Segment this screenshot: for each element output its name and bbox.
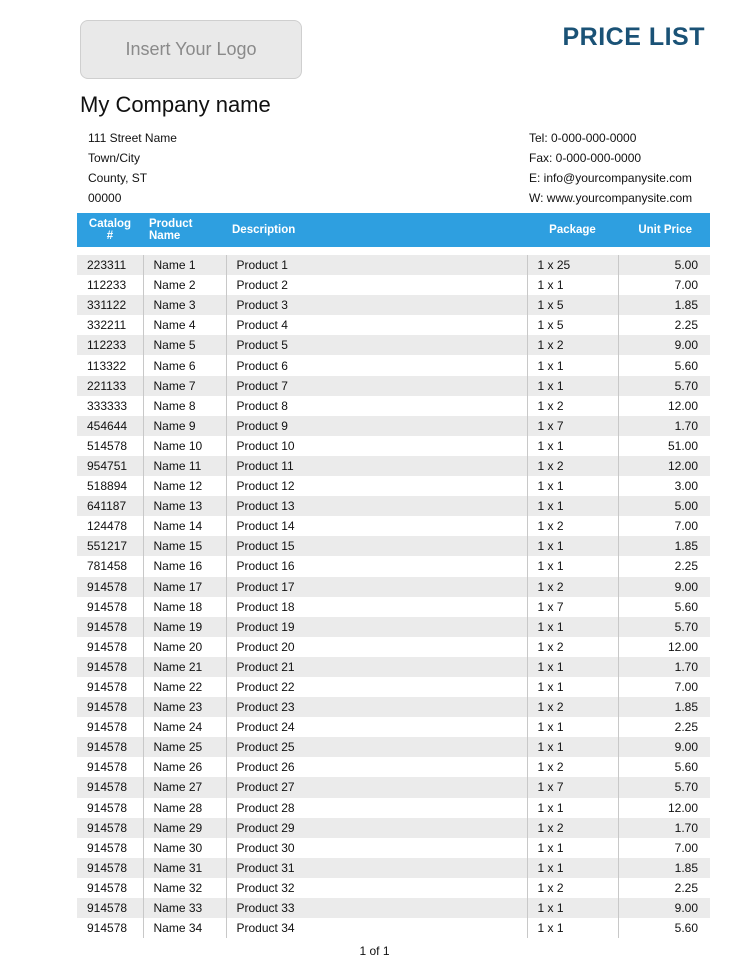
description-cell: Product 11 — [226, 456, 527, 476]
package-cell: 1 x 1 — [527, 677, 618, 697]
table-row — [77, 335, 710, 355]
product-name-cell: Name 17 — [143, 577, 226, 597]
description-cell: Product 3 — [226, 295, 527, 315]
catalog-cell: 113322 — [77, 355, 143, 375]
unit-price-cell: 7.00 — [618, 275, 710, 295]
description-cell: Product 20 — [226, 637, 527, 657]
product-name-cell: Name 16 — [143, 556, 226, 576]
catalog-cell: 641187 — [77, 496, 143, 516]
description-cell: Product 21 — [226, 657, 527, 677]
address-line: 111 Street Name — [88, 131, 177, 145]
table-row — [77, 697, 710, 717]
description-cell: Product 26 — [226, 757, 527, 777]
address-line: Town/City — [88, 151, 141, 165]
product-name-cell: Name 6 — [143, 355, 226, 375]
catalog-cell: 781458 — [77, 556, 143, 576]
catalog-cell: 124478 — [77, 516, 143, 536]
description-cell: Product 17 — [226, 577, 527, 597]
unit-price-cell: 12.00 — [618, 798, 710, 818]
company-name: My Company name — [80, 92, 271, 117]
table-row — [77, 315, 710, 335]
table-row — [77, 476, 710, 496]
product-name-cell: Name 31 — [143, 858, 226, 878]
table-row — [77, 577, 710, 597]
catalog-cell: 551217 — [77, 536, 143, 556]
company-contact — [529, 128, 692, 208]
package-cell: 1 x 1 — [527, 275, 618, 295]
unit-price-cell: 5.70 — [618, 777, 710, 797]
unit-price-cell: 5.60 — [618, 757, 710, 777]
table-row — [77, 677, 710, 697]
package-cell: 1 x 2 — [527, 335, 618, 355]
product-name-cell: Name 28 — [143, 798, 226, 818]
unit-price-cell: 5.60 — [618, 597, 710, 617]
catalog-cell: 914578 — [77, 818, 143, 838]
description-cell: Product 14 — [226, 516, 527, 536]
catalog-cell: 333333 — [77, 396, 143, 416]
product-name-cell: Name 11 — [143, 456, 226, 476]
table-row — [77, 637, 710, 657]
package-cell: 1 x 1 — [527, 858, 618, 878]
package-cell: 1 x 1 — [527, 657, 618, 677]
catalog-cell: 914578 — [77, 597, 143, 617]
package-cell: 1 x 1 — [527, 798, 618, 818]
unit-price-cell: 51.00 — [618, 436, 710, 456]
table-header-row — [77, 213, 710, 247]
catalog-cell: 331122 — [77, 295, 143, 315]
package-cell: 1 x 1 — [527, 496, 618, 516]
unit-price-cell: 5.60 — [618, 918, 710, 938]
table-row — [77, 818, 710, 838]
catalog-cell: 112233 — [77, 335, 143, 355]
package-cell: 1 x 2 — [527, 637, 618, 657]
package-cell: 1 x 1 — [527, 556, 618, 576]
package-cell: 1 x 5 — [527, 295, 618, 315]
description-cell: Product 10 — [226, 436, 527, 456]
catalog-cell: 954751 — [77, 456, 143, 476]
unit-price-cell: 1.85 — [618, 697, 710, 717]
product-name-cell: Name 30 — [143, 838, 226, 858]
table-row — [77, 556, 710, 576]
unit-price-cell: 2.25 — [618, 878, 710, 898]
package-cell: 1 x 1 — [527, 617, 618, 637]
unit-price-cell: 3.00 — [618, 476, 710, 496]
description-cell: Product 7 — [226, 376, 527, 396]
description-cell: Product 18 — [226, 597, 527, 617]
product-name-cell: Name 9 — [143, 416, 226, 436]
unit-price-cell: 7.00 — [618, 516, 710, 536]
description-cell: Product 23 — [226, 697, 527, 717]
contact-fax: Fax: 0-000-000-0000 — [529, 151, 642, 165]
unit-price-cell: 1.70 — [618, 818, 710, 838]
catalog-cell: 914578 — [77, 637, 143, 657]
description-cell: Product 9 — [226, 416, 527, 436]
product-name-cell: Name 18 — [143, 597, 226, 617]
product-name-cell: Name 14 — [143, 516, 226, 536]
table-row — [77, 617, 710, 637]
package-cell: 1 x 1 — [527, 898, 618, 918]
product-name-cell: Name 5 — [143, 335, 226, 355]
header-catalog — [77, 213, 143, 247]
package-cell: 1 x 2 — [527, 818, 618, 838]
table-row — [77, 536, 710, 556]
unit-price-cell: 5.70 — [618, 376, 710, 396]
product-name-cell: Name 23 — [143, 697, 226, 717]
description-cell: Product 30 — [226, 838, 527, 858]
unit-price-cell: 12.00 — [618, 456, 710, 476]
package-cell: 1 x 1 — [527, 436, 618, 456]
catalog-cell: 914578 — [77, 858, 143, 878]
table-row — [77, 456, 710, 476]
description-cell: Product 22 — [226, 677, 527, 697]
unit-price-cell: 2.25 — [618, 717, 710, 737]
description-cell: Product 24 — [226, 717, 527, 737]
table-row — [77, 255, 710, 275]
package-cell: 1 x 1 — [527, 536, 618, 556]
unit-price-cell: 5.60 — [618, 355, 710, 375]
product-name-cell: Name 26 — [143, 757, 226, 777]
description-cell: Product 27 — [226, 777, 527, 797]
description-cell: Product 31 — [226, 858, 527, 878]
table-row — [77, 717, 710, 737]
contact-phone: Tel: 0-000-000-0000 — [529, 131, 637, 145]
unit-price-cell: 2.25 — [618, 556, 710, 576]
unit-price-cell: 12.00 — [618, 637, 710, 657]
package-cell: 1 x 1 — [527, 355, 618, 375]
table-row — [77, 918, 710, 938]
catalog-cell: 914578 — [77, 617, 143, 637]
unit-price-cell: 5.70 — [618, 617, 710, 637]
header-catalog-line1: Catalog — [88, 218, 132, 230]
product-name-cell: Name 22 — [143, 677, 226, 697]
table-row — [77, 838, 710, 858]
product-name-cell: Name 24 — [143, 717, 226, 737]
product-name-cell: Name 13 — [143, 496, 226, 516]
unit-price-cell: 9.00 — [618, 737, 710, 757]
product-name-cell: Name 10 — [143, 436, 226, 456]
catalog-cell: 914578 — [77, 878, 143, 898]
catalog-cell: 914578 — [77, 697, 143, 717]
product-name-cell: Name 19 — [143, 617, 226, 637]
catalog-cell: 223311 — [77, 255, 143, 275]
header-product-name: Product Name — [143, 213, 226, 247]
catalog-cell: 332211 — [77, 315, 143, 335]
table-row — [77, 396, 710, 416]
address-line: County, ST — [88, 171, 148, 185]
unit-price-cell: 1.70 — [618, 416, 710, 436]
table-row — [77, 376, 710, 396]
table-row — [77, 657, 710, 677]
product-name-cell: Name 29 — [143, 818, 226, 838]
contact-email: E: info@yourcompanysite.com — [529, 171, 692, 185]
product-name-cell: Name 8 — [143, 396, 226, 416]
product-name-cell: Name 3 — [143, 295, 226, 315]
table-row — [77, 496, 710, 516]
package-cell: 1 x 1 — [527, 838, 618, 858]
unit-price-cell: 1.85 — [618, 536, 710, 556]
package-cell: 1 x 1 — [527, 376, 618, 396]
package-cell: 1 x 2 — [527, 396, 618, 416]
unit-price-cell: 5.00 — [618, 255, 710, 275]
address-line: 00000 — [88, 191, 122, 205]
description-cell: Product 15 — [226, 536, 527, 556]
table-row — [77, 878, 710, 898]
unit-price-cell: 9.00 — [618, 898, 710, 918]
table-row — [77, 757, 710, 777]
description-cell: Product 28 — [226, 798, 527, 818]
catalog-cell: 518894 — [77, 476, 143, 496]
unit-price-cell: 7.00 — [618, 838, 710, 858]
unit-price-cell: 1.85 — [618, 858, 710, 878]
table-row — [77, 436, 710, 456]
product-name-cell: Name 33 — [143, 898, 226, 918]
unit-price-cell: 9.00 — [618, 577, 710, 597]
table-row — [77, 777, 710, 797]
table-row — [77, 275, 710, 295]
product-name-cell: Name 1 — [143, 255, 226, 275]
package-cell: 1 x 2 — [527, 697, 618, 717]
product-name-cell: Name 12 — [143, 476, 226, 496]
package-cell: 1 x 1 — [527, 476, 618, 496]
description-cell: Product 13 — [226, 496, 527, 516]
price-table-body — [77, 247, 710, 938]
description-cell: Product 19 — [226, 617, 527, 637]
company-address — [88, 128, 177, 208]
catalog-cell: 112233 — [77, 275, 143, 295]
contact-website: W: www.yourcompanysite.com — [529, 191, 693, 205]
package-cell: 1 x 7 — [527, 777, 618, 797]
document-title: PRICE LIST — [562, 23, 705, 51]
catalog-cell: 914578 — [77, 838, 143, 858]
catalog-cell: 914578 — [77, 798, 143, 818]
package-cell: 1 x 7 — [527, 597, 618, 617]
header-catalog-line2: # — [106, 230, 114, 242]
product-name-cell: Name 2 — [143, 275, 226, 295]
description-cell: Product 6 — [226, 355, 527, 375]
unit-price-cell: 7.00 — [618, 677, 710, 697]
product-name-cell: Name 15 — [143, 536, 226, 556]
header-unit-price: Unit Price — [618, 213, 710, 247]
catalog-cell: 514578 — [77, 436, 143, 456]
product-name-cell: Name 32 — [143, 878, 226, 898]
header-description: Description — [226, 213, 527, 247]
catalog-cell: 914578 — [77, 898, 143, 918]
unit-price-cell: 12.00 — [618, 396, 710, 416]
table-row — [77, 295, 710, 315]
product-name-cell: Name 27 — [143, 777, 226, 797]
package-cell: 1 x 25 — [527, 255, 618, 275]
unit-price-cell: 1.85 — [618, 295, 710, 315]
catalog-cell: 914578 — [77, 737, 143, 757]
description-cell: Product 29 — [226, 818, 527, 838]
catalog-cell: 454644 — [77, 416, 143, 436]
catalog-cell: 914578 — [77, 657, 143, 677]
package-cell: 1 x 2 — [527, 456, 618, 476]
unit-price-cell: 2.25 — [618, 315, 710, 335]
table-row — [77, 355, 710, 375]
description-cell: Product 12 — [226, 476, 527, 496]
unit-price-cell: 1.70 — [618, 657, 710, 677]
product-name-cell: Name 21 — [143, 657, 226, 677]
catalog-cell: 221133 — [77, 376, 143, 396]
package-cell: 1 x 1 — [527, 737, 618, 757]
table-row — [77, 416, 710, 436]
table-row — [77, 516, 710, 536]
product-name-cell: Name 25 — [143, 737, 226, 757]
product-name-cell: Name 7 — [143, 376, 226, 396]
product-name-cell: Name 20 — [143, 637, 226, 657]
table-row — [77, 858, 710, 878]
package-cell: 1 x 2 — [527, 757, 618, 777]
description-cell: Product 25 — [226, 737, 527, 757]
unit-price-cell: 9.00 — [618, 335, 710, 355]
header-package: Package — [527, 213, 618, 247]
description-cell: Product 1 — [226, 255, 527, 275]
description-cell: Product 2 — [226, 275, 527, 295]
catalog-cell: 914578 — [77, 677, 143, 697]
product-name-cell: Name 34 — [143, 918, 226, 938]
catalog-cell: 914578 — [77, 577, 143, 597]
table-row — [77, 898, 710, 918]
description-cell: Product 8 — [226, 396, 527, 416]
description-cell: Product 33 — [226, 898, 527, 918]
catalog-cell: 914578 — [77, 757, 143, 777]
unit-price-cell: 5.00 — [618, 496, 710, 516]
description-cell: Product 4 — [226, 315, 527, 335]
catalog-cell: 914578 — [77, 717, 143, 737]
package-cell: 1 x 2 — [527, 516, 618, 536]
table-row — [77, 597, 710, 617]
catalog-cell: 914578 — [77, 777, 143, 797]
description-cell: Product 16 — [226, 556, 527, 576]
logo-placeholder: Insert Your Logo — [80, 20, 302, 79]
table-row — [77, 798, 710, 818]
page-number: 1 of 1 — [359, 944, 390, 958]
package-cell: 1 x 2 — [527, 878, 618, 898]
package-cell: 1 x 2 — [527, 577, 618, 597]
price-table — [77, 213, 710, 938]
package-cell: 1 x 7 — [527, 416, 618, 436]
package-cell: 1 x 1 — [527, 717, 618, 737]
package-cell: 1 x 1 — [527, 918, 618, 938]
product-name-cell: Name 4 — [143, 315, 226, 335]
package-cell: 1 x 5 — [527, 315, 618, 335]
catalog-cell: 914578 — [77, 918, 143, 938]
description-cell: Product 5 — [226, 335, 527, 355]
description-cell: Product 32 — [226, 878, 527, 898]
table-row — [77, 737, 710, 757]
description-cell: Product 34 — [226, 918, 527, 938]
